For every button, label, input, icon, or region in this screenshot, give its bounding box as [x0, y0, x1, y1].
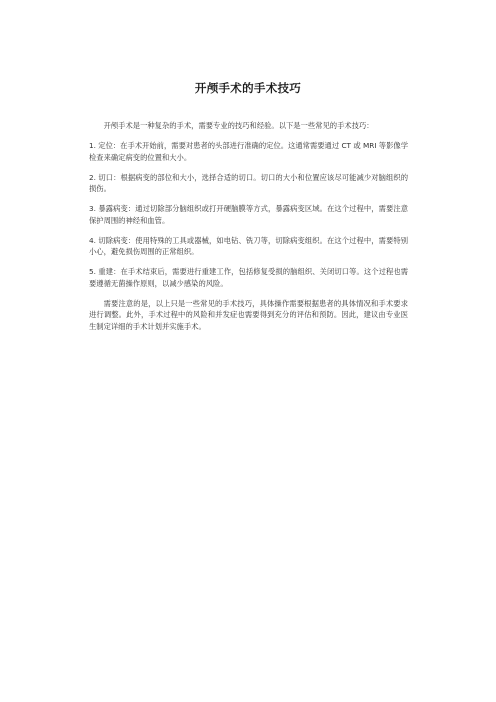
conclusion-paragraph: 需要注意的是，以上只是一些常见的手术技巧，具体操作需要根据患者的具体情况和手术要求进行调整。此外，手术过程中的风险和并发症也需要得到充分的评估和预防。因此，建议由专业医生制定详细的手术计划并实施手术。: [89, 298, 408, 331]
step-paragraph-1: 1. 定位：在手术开始前，需要对患者的头部进行准确的定位。这通常需要通过 CT 或 MRI 等影像学检查来确定病变的位置和大小。: [89, 141, 408, 162]
document-body: [89, 120, 408, 341]
intro-paragraph: 开颅手术是一种复杂的手术，需要专业的技巧和经验。以下是一些常见的手术技巧：: [103, 121, 374, 130]
step-paragraph-2: 2. 切口：根据病变的部位和大小，选择合适的切口。切口的大小和位置应该尽可能减少对脑组织的损伤。: [89, 172, 408, 193]
document-title: 开颅手术的手术技巧: [194, 81, 302, 95]
step-paragraph-5: 5. 重建：在手术结束后，需要进行重建工作，包括修复受损的脑组织、关闭切口等。这个过程也需要遵循无菌操作原则，以减少感染的风险。: [89, 267, 408, 288]
step-paragraph-4: 4. 切除病变：使用特殊的工具或器械，如电钻、铣刀等，切除病变组织。在这个过程中，需要特别小心，避免损伤周围的正常组织。: [89, 235, 408, 256]
step-paragraph-3: 3. 暴露病变：通过切除部分脑组织或打开硬脑膜等方式，暴露病变区域。在这个过程中，需要注意保护周围的神经和血管。: [89, 204, 408, 225]
